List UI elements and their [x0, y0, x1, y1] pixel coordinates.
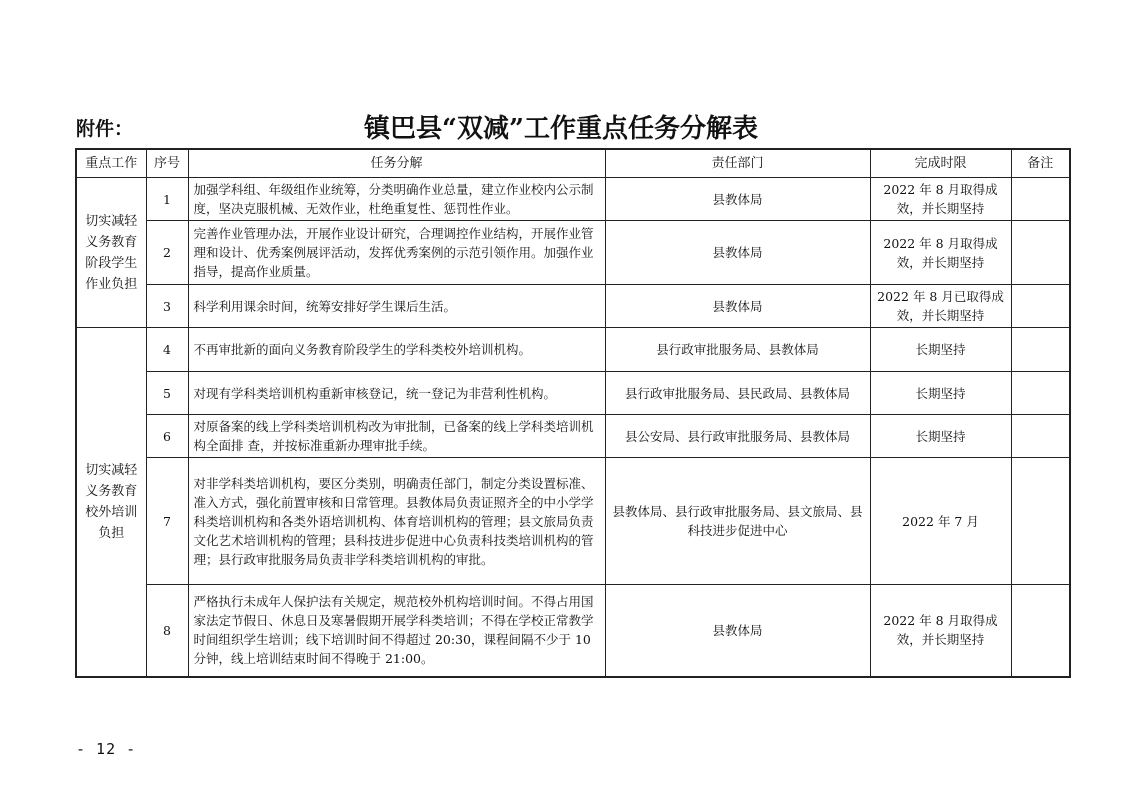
attachment-label: 附件：	[76, 118, 134, 140]
remark-cell	[1011, 328, 1070, 372]
table-row	[76, 221, 1070, 285]
table-row	[76, 585, 1070, 677]
task-cell: 不再审批新的面向义务教育阶段学生的学科类校外培训机构。	[188, 328, 605, 372]
task-cell: 完善作业管理办法，开展作业设计研究，合理调控作业结构，开展作业管理和设计、优秀案例展评活动，发挥优秀案例的示范引领作用。加强作业指导，提高作业质量。	[188, 221, 605, 285]
task-cell: 对非学科类培训机构，要区分类别，明确责任部门，制定分类设置标准、准入方式，强化前置审核和日常管理。县教体局负责证照齐全的中小学学科类培训机构和各类外语培训机构、体育培训机构的管理；县文旅局负责文化艺术培训机构的管理；县科技进步促进中心负责科技类培训机构的管理；县行政审批服务局负责非学科类培训机构的审批。	[188, 458, 605, 585]
remark-cell	[1011, 178, 1070, 221]
category-cell: 切实减轻义务教育阶段学生作业负担	[76, 178, 146, 328]
table-row	[76, 372, 1070, 415]
deadline-cell: 长期坚持	[870, 328, 1011, 372]
remark-cell	[1011, 285, 1070, 328]
header-number: 序号	[146, 149, 188, 178]
department-cell: 县教体局、县行政审批服务局、县文旅局、县科技进步促进中心	[605, 458, 870, 585]
department-cell: 县行政审批服务局、县民政局、县教体局	[605, 372, 870, 415]
department-cell: 县行政审批服务局、县教体局	[605, 328, 870, 372]
deadline-cell: 长期坚持	[870, 415, 1011, 458]
header-task: 任务分解	[188, 149, 605, 178]
task-table	[75, 148, 1071, 678]
row-number: 2	[146, 221, 188, 285]
task-cell: 对现有学科类培训机构重新审核登记，统一登记为非营利性机构。	[188, 372, 605, 415]
document-title: 镇巴县“双减”工作重点任务分解表	[364, 114, 758, 144]
table-row	[76, 285, 1070, 328]
row-number: 6	[146, 415, 188, 458]
row-number: 3	[146, 285, 188, 328]
row-number: 8	[146, 585, 188, 677]
deadline-cell: 2022 年 8 月已取得成效，并长期坚持	[870, 285, 1011, 328]
department-cell: 县教体局	[605, 285, 870, 328]
remark-cell	[1011, 221, 1070, 285]
remark-cell	[1011, 415, 1070, 458]
row-number: 7	[146, 458, 188, 585]
table-header-row	[76, 149, 1070, 178]
deadline-cell: 2022 年 8 月取得成效，并长期坚持	[870, 221, 1011, 285]
task-cell: 科学利用课余时间，统筹安排好学生课后生活。	[188, 285, 605, 328]
category-cell: 切实减轻义务教育校外培训负担	[76, 328, 146, 677]
department-cell: 县教体局	[605, 221, 870, 285]
remark-cell	[1011, 585, 1070, 677]
task-cell: 对原备案的线上学科类培训机构改为审批制，已备案的线上学科类培训机构全面排 查，并按标准重新办理审批手续。	[188, 415, 605, 458]
table-row	[76, 415, 1070, 458]
deadline-cell: 长期坚持	[870, 372, 1011, 415]
header-deadline: 完成时限	[870, 149, 1011, 178]
remark-cell	[1011, 372, 1070, 415]
deadline-cell: 2022 年 7 月	[870, 458, 1011, 585]
remark-cell	[1011, 458, 1070, 585]
row-number: 4	[146, 328, 188, 372]
header-remark: 备注	[1011, 149, 1070, 178]
department-cell: 县公安局、县行政审批服务局、县教体局	[605, 415, 870, 458]
table-row	[76, 328, 1070, 372]
deadline-cell: 2022 年 8 月取得成效，并长期坚持	[870, 178, 1011, 221]
page-number: - 12 -	[76, 740, 137, 758]
department-cell: 县教体局	[605, 178, 870, 221]
table-row	[76, 178, 1070, 221]
deadline-cell: 2022 年 8 月取得成效，并长期坚持	[870, 585, 1011, 677]
department-cell: 县教体局	[605, 585, 870, 677]
task-cell: 严格执行未成年人保护法有关规定，规范校外机构培训时间。不得占用国家法定节假日、休息日及寒暑假期开展学科类培训；不得在学校正常教学时间组织学生培训；线下培训时间不得超过 20:30，课程间隔不少于 10 分钟，线上培训结束时间不得晚于 21:00。	[188, 585, 605, 677]
task-cell: 加强学科组、年级组作业统筹，分类明确作业总量，建立作业校内公示制度，坚决克服机械、无效作业，杜绝重复性、惩罚性作业。	[188, 178, 605, 221]
table-row	[76, 458, 1070, 585]
row-number: 1	[146, 178, 188, 221]
header-key-work: 重点工作	[76, 149, 146, 178]
header-department: 责任部门	[605, 149, 870, 178]
row-number: 5	[146, 372, 188, 415]
